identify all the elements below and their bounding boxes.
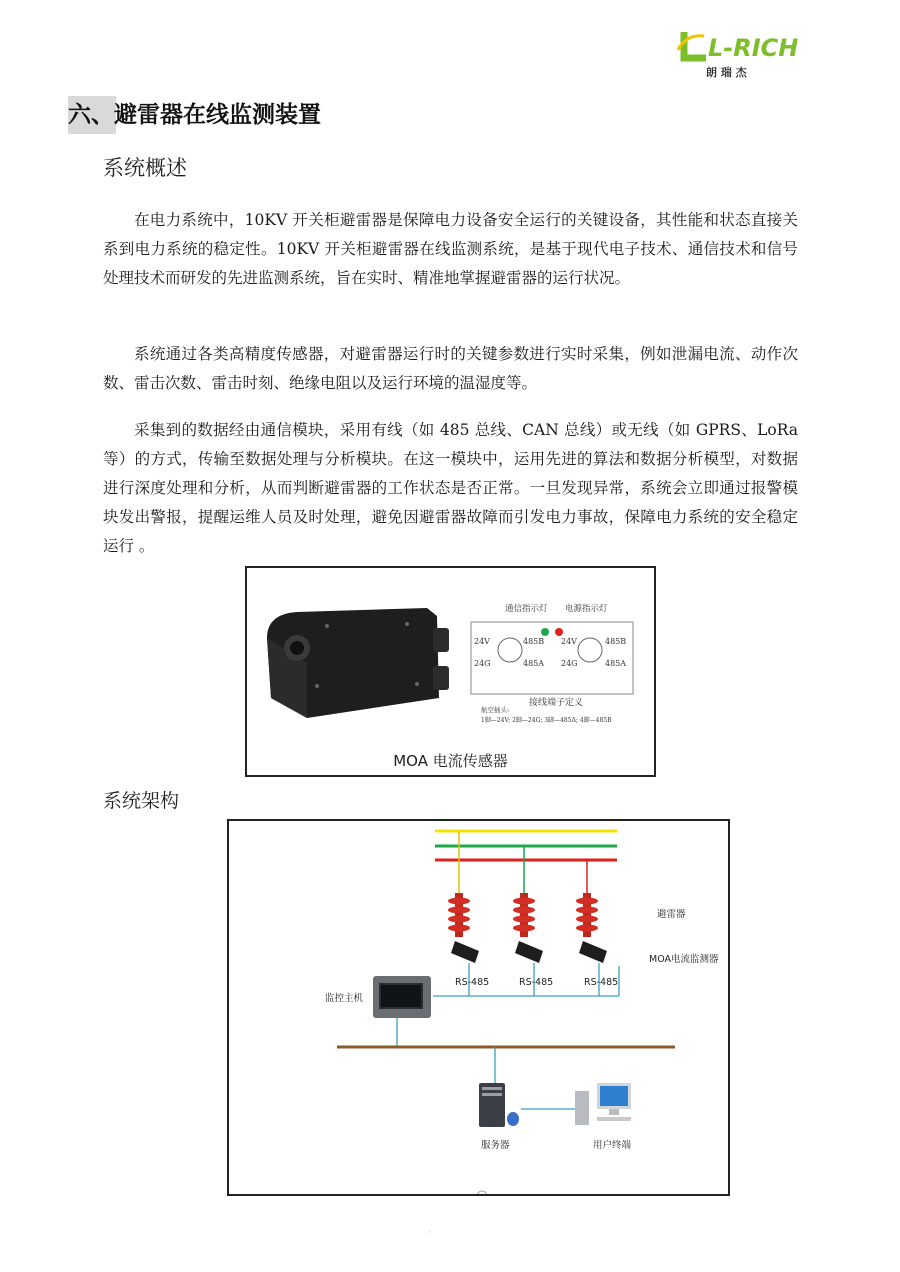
monitoring-host-label: 监控主机: [325, 993, 364, 1004]
pin-label: 24G: [561, 659, 578, 668]
rs485-label: RS-485: [519, 977, 554, 988]
logo-subtitle: 朗 瑞 杰: [706, 66, 747, 79]
server-icon: [479, 1083, 519, 1127]
connector-left: [498, 638, 522, 662]
moa-sensor-illustration: [247, 568, 654, 748]
monitoring-host: [373, 976, 431, 1018]
figure-system-architecture: [227, 819, 730, 1196]
user-terminal-label: 用户终端: [593, 1140, 632, 1151]
connector-right: [578, 638, 602, 662]
company-logo: [676, 28, 810, 80]
arrester-3: [576, 893, 598, 937]
terminal-diagram: [471, 603, 633, 724]
rs485-label: RS-485: [584, 977, 619, 988]
page-title: [68, 96, 321, 134]
moa-monitor-1: [451, 941, 479, 963]
figure-moa-sensor: [245, 566, 656, 777]
user-terminal-icon: [575, 1083, 631, 1125]
power-indicator-light: [555, 628, 563, 636]
footer-mark: ·: [428, 1228, 431, 1237]
terminal-definition-title: 接线端子定义: [529, 698, 584, 708]
paragraph-2: 系统通过各类高精度传感器，对避雷器运行时的关键参数进行实时采集，例如泄漏电流、动作次数、雷击次数、雷击时刻、绝缘电阻以及运行环境的温湿度等。: [103, 345, 798, 392]
moa-monitor-label: MOA电流监测器: [649, 954, 719, 965]
arrester-1: [448, 893, 470, 937]
paragraph-3: 采集到的数据经由通信模块，采用有线（如 485 总线、CAN 总线）或无线（如 GPRS、LoRa 等）的方式，传输至数据处理与分析模块。在这一模块中，运用先进的算法和数据分析模型，对数据进行深度处理和分析，从而判断避雷器的工作状态是否正常。一旦发现异常，系统会立即通过报警模块发出警报，提醒运维人员及时处理，避免因避雷器故障而引发电力事故，保障电力系统的安全稳定运行 。: [103, 421, 798, 555]
arrester-label: 避雷器: [657, 909, 686, 920]
moa-monitor-2: [515, 941, 543, 963]
pin-label: 24V: [474, 637, 490, 646]
comm-indicator-light: [541, 628, 549, 636]
pin-label: 485A: [605, 659, 627, 668]
plug-label: 航空插头:: [481, 706, 510, 714]
moa-monitor-3: [579, 941, 607, 963]
figure1-caption: MOA 电流传感器: [393, 752, 508, 770]
pin-label: 485A: [523, 659, 545, 668]
section-title-architecture: 系统架构: [103, 790, 180, 812]
comm-light-label: 通信指示灯: [505, 604, 548, 614]
page-title-text: 六、避雷器在线监测装置: [68, 102, 321, 128]
pin-label: 485B: [605, 637, 627, 646]
pin-label: 24G: [474, 659, 491, 668]
arrester-2: [513, 893, 535, 937]
pin-label: 485B: [523, 637, 545, 646]
pin-label: 24V: [561, 637, 577, 646]
sensor-device-image: [267, 608, 449, 718]
rs485-label: RS-485: [455, 977, 490, 988]
page-marker-icon: [477, 1191, 487, 1194]
section-title-overview: 系统概述: [103, 156, 187, 180]
architecture-diagram: [229, 821, 728, 1194]
server-label: 服务器: [481, 1140, 510, 1151]
terminal-box: [471, 622, 633, 694]
logo-brand: L-RICH: [708, 34, 799, 62]
power-light-label: 电源指示灯: [565, 604, 608, 614]
paragraph-1: 在电力系统中，10KV 开关柜避雷器是保障电力设备安全运行的关键设备，其性能和状态直接关系到电力系统的稳定性。10KV 开关柜避雷器在线监测系统，是基于现代电子技术、通信技术和信号处理技术而研发的先进监测系统，旨在实时、精准地掌握避雷器的运行状况。: [103, 211, 798, 287]
pin-definition: 1脚—24V; 2脚—24G; 3脚—485A; 4脚—485B: [481, 717, 612, 724]
